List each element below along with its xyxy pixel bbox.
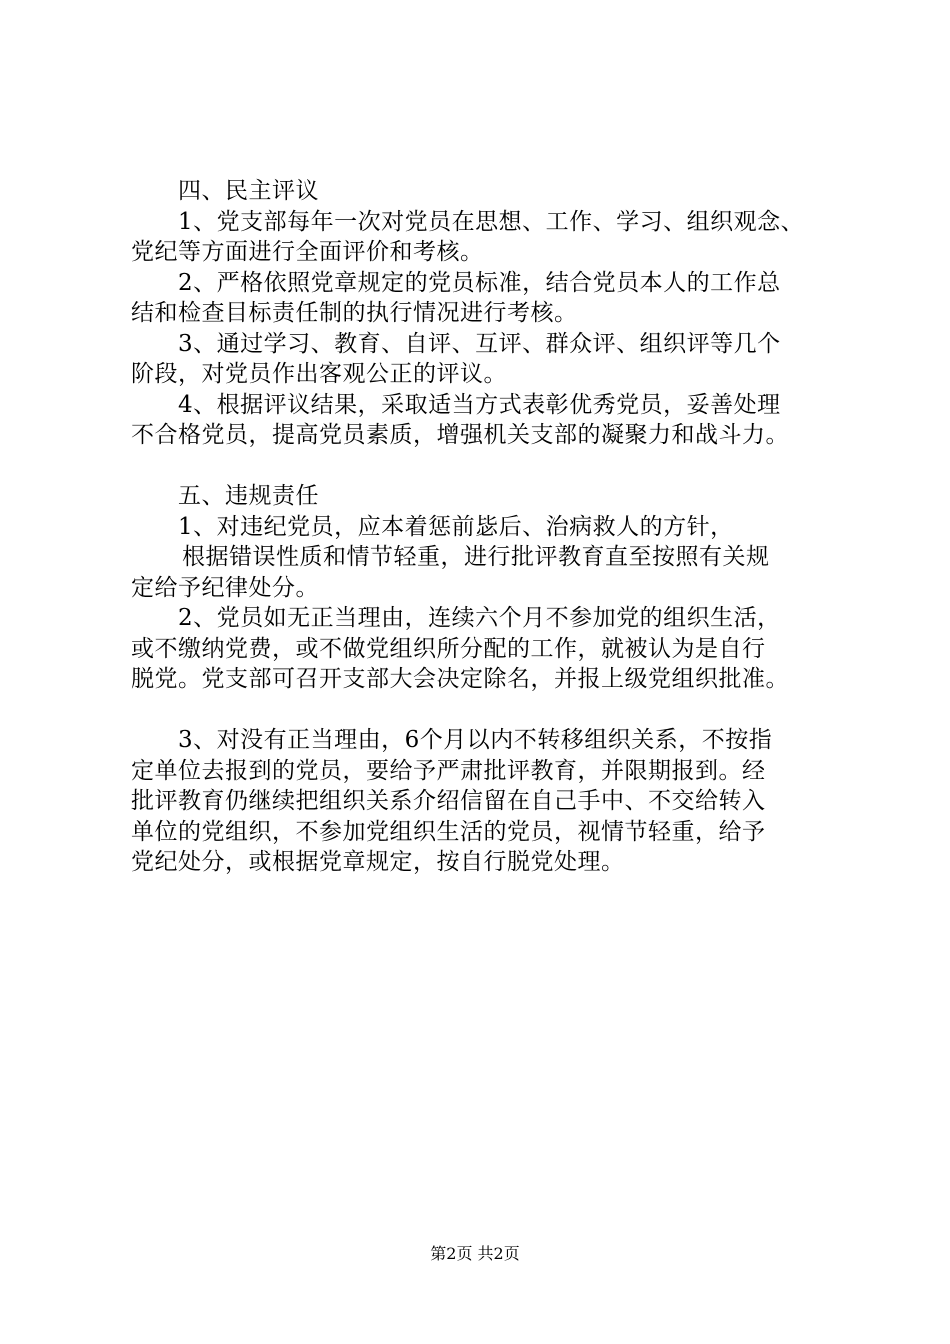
paragraph-line: 2、党员如无正当理由，连续六个月不参加党的组织生活，: [178, 605, 781, 631]
paragraph-line: 2、严格依照党章规定的党员标准，结合党员本人的工作总: [178, 270, 781, 296]
paragraph-line: 定给予纪律处分。: [131, 575, 319, 601]
paragraph-line: 党纪处分，或根据党章规定，按自行脱党处理。: [131, 849, 625, 875]
paragraph-line: 不合格党员，提高党员素质，增强机关支部的凝聚力和战斗力。: [131, 422, 789, 448]
paragraph-line: 阶段，对党员作出客观公正的评议。: [131, 361, 507, 387]
paragraph-line: 1、对违纪党员，应本着惩前毖后、治病救人的方针，: [178, 514, 734, 540]
section-heading-democratic-review: 四、民主评议: [178, 178, 319, 204]
page-number-footer: 第2页 共2页: [430, 1244, 520, 1263]
paragraph-line: 脱党。党支部可召开支部大会决定除名，并报上级党组织批准。: [131, 666, 789, 692]
paragraph-line: 单位的党组织，不参加党组织生活的党员，视情节轻重，给予: [131, 819, 766, 845]
paragraph-line: 3、对没有正当理由，6个月以内不转移组织关系，不按指: [178, 727, 773, 753]
paragraph-line: 或不缴纳党费，或不做党组织所分配的工作，就被认为是自行: [131, 636, 766, 662]
section-heading-violation-liability: 五、违规责任: [178, 483, 319, 509]
paragraph-line: 3、通过学习、教育、自评、互评、群众评、组织评等几个: [178, 331, 781, 357]
paragraph-line: 根据错误性质和情节轻重，进行批评教育直至按照有关规: [182, 544, 770, 570]
paragraph-line: 定单位去报到的党员，要给予严肃批评教育，并限期报到。经: [131, 758, 766, 784]
paragraph-line: 结和检查目标责任制的执行情况进行考核。: [131, 300, 578, 326]
paragraph-line: 1、党支部每年一次对党员在思想、工作、学习、组织观念、: [178, 209, 805, 235]
paragraph-line: 党纪等方面进行全面评价和考核。: [131, 239, 484, 265]
paragraph-line: 4、根据评议结果，采取适当方式表彰优秀党员，妥善处理: [178, 392, 781, 418]
paragraph-line: 批评教育仍继续把组织关系介绍信留在自己手中、不交给转入: [131, 788, 766, 814]
